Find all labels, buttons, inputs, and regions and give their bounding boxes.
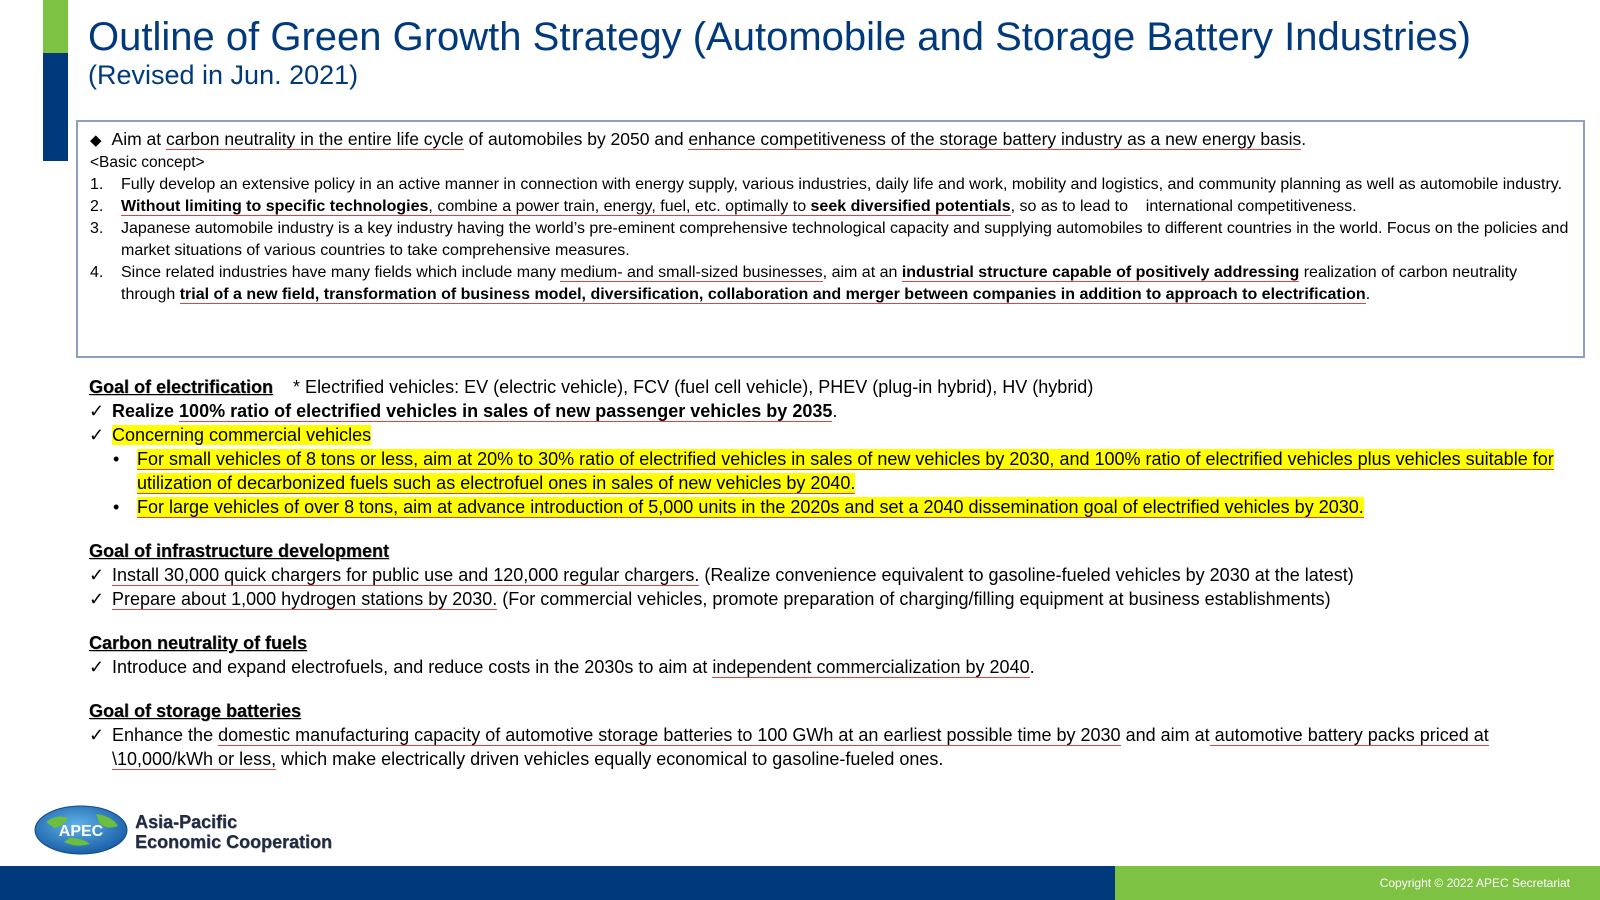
section-heading: Carbon neutrality of fuels	[89, 633, 308, 653]
diamond-bullet-icon: ◆	[90, 132, 102, 149]
item-text: .	[832, 401, 838, 421]
item-text: , so as to lead to international competitiveness.	[1010, 198, 1357, 215]
aim-text: .	[1301, 129, 1307, 149]
item-text: Japanese automobile industry is a key industry having the world’s pre-eminent comprehensive technological capacity and supplying automobiles to different countries in the world. Focus on the policies and market situations of various countries to take comprehensive measures.	[121, 220, 1569, 259]
highlighted-text: Concerning commercial vehicles	[112, 425, 372, 445]
apec-logo-text	[135, 812, 332, 852]
checklist-item	[89, 399, 1589, 423]
sub-bullet-item	[89, 495, 1589, 519]
item-text: (Realize convenience equivalent to gasoline-fueled vehicles by 2030 at the latest)	[699, 565, 1354, 585]
item-underline: medium- and small-sized businesses	[560, 264, 823, 281]
electrified-vehicles-note: * Electrified vehicles: EV (electric vehicle), FCV (fuel cell vehicle), PHEV (plug-in hybrid), HV (hybrid)	[273, 377, 1094, 397]
check-icon: ✓	[89, 425, 105, 445]
logo-line-1: Asia-Pacific	[135, 812, 238, 832]
bullet-icon: •	[113, 497, 120, 517]
logo-line-2: Economic Cooperation	[135, 832, 333, 852]
item-underline: Without limiting to specific technologies, combine a power train, energy, fuel, etc. optimally to seek diversified potentials	[121, 198, 1011, 215]
item-text: realization of carbon neutrality through	[121, 264, 1518, 303]
concept-item-3	[90, 218, 1571, 262]
aim-text: of automobiles by 2050 and	[463, 129, 689, 149]
item-text: Introduce and expand electrofuels, and reduce costs in the 2030s to aim at	[112, 657, 713, 677]
sub-bullet-item	[89, 447, 1589, 495]
item-text: .	[1365, 286, 1371, 303]
item-underline: independent commercialization by 2040	[712, 657, 1030, 677]
item-text: Enhance the	[112, 725, 219, 745]
item-text: Fully develop an extensive policy in an active manner in connection with energy supply, various industries, daily life and work, mobility and logistics, and community planning as well as automobile industry.	[121, 176, 1563, 193]
basic-concept-box	[76, 120, 1585, 358]
item-text: Realize	[112, 401, 180, 421]
check-icon: ✓	[89, 589, 105, 609]
basic-concept-list	[90, 174, 1571, 306]
section-heading: Goal of infrastructure development	[89, 541, 390, 561]
item-underline: Install 30,000 quick chargers for public use and 120,000 regular chargers.	[112, 565, 700, 585]
item-number: 1.	[90, 176, 104, 193]
checklist-item	[89, 723, 1589, 771]
item-underline-bold: trial of a new field, transformation of business model, diversification, collaboration and merger between companies in addition to approach to electrification	[179, 286, 1366, 303]
highlighted-underlined-text: For small vehicles of 8 tons or less, aim at 20% to 30% ratio of electrified vehicles in sales of new vehicles by 2030, and 100% ratio of electrified vehicles plus vehicles suitable for utilization of decarbonized fuels such as electrofuel ones in sales of new vehicles by 2040.	[137, 449, 1554, 493]
bullet-icon: •	[113, 449, 120, 469]
highlighted-underlined-text: For large vehicles of over 8 tons, aim at advance introduction of 5,000 units in the 2020s and set a 2040 dissemination goal of electrified vehicles by 2030.	[137, 497, 1364, 517]
aim-text: Aim at	[111, 129, 167, 149]
checklist-item	[89, 423, 1589, 447]
check-icon: ✓	[89, 657, 105, 677]
item-number: 2.	[90, 198, 104, 215]
basic-concept-label: <Basic concept>	[90, 154, 205, 171]
section-heading: Goal of electrification	[89, 377, 274, 397]
item-text: Since related industries have many fields which include many	[121, 264, 561, 281]
check-icon: ✓	[89, 401, 105, 421]
accent-bar-blue	[43, 53, 68, 161]
aim-statement	[90, 128, 1571, 152]
apec-badge-text: APEC	[58, 823, 104, 840]
item-underline-bold: 100% ratio of electrified vehicles in sales of new passenger vehicles by 2035	[179, 401, 833, 421]
checklist-item	[89, 563, 1589, 587]
concept-item-1	[90, 174, 1571, 196]
title-main: Outline of Green Growth Strategy (Automobile and Storage Battery Industries)	[88, 15, 1471, 59]
aim-underline-2: enhance competitiveness of the storage battery industry as a new energy basis	[688, 129, 1302, 149]
item-text: .	[1029, 657, 1035, 677]
check-icon: ✓	[89, 725, 105, 745]
item-text: which make electrically driven vehicles equally economical to gasoline-fueled ones.	[276, 749, 944, 769]
item-number: 3.	[90, 220, 104, 237]
item-text: and aim at	[1120, 725, 1210, 745]
item-underline: automotive battery packs priced at \10,000/kWh or less,	[112, 725, 1489, 769]
concept-item-2	[90, 196, 1571, 218]
item-text: , aim at an	[822, 264, 902, 281]
accent-bar-green	[43, 0, 68, 53]
copyright-text: Copyright © 2022 APEC Secretariat	[1379, 876, 1570, 890]
checklist-item	[89, 587, 1589, 611]
item-number: 4.	[90, 264, 104, 281]
footer-bar-blue	[0, 866, 1115, 900]
title-subtitle: (Revised in Jun. 2021)	[88, 60, 359, 90]
section-heading: Goal of storage batteries	[89, 701, 302, 721]
item-text: (For commercial vehicles, promote preparation of charging/filling equipment at business establishments)	[497, 589, 1331, 609]
item-underline-bold: industrial structure capable of positively addressing	[901, 264, 1300, 281]
concept-item-4	[90, 262, 1571, 306]
aim-underline-1: carbon neutrality in the entire life cycle	[166, 129, 464, 149]
electrification-heading-row	[89, 375, 1589, 399]
checklist-item	[89, 655, 1589, 679]
item-underline: domestic manufacturing capacity of automotive storage batteries to 100 GWh at an earliest possible time by 2030	[218, 725, 1121, 745]
check-icon: ✓	[89, 565, 105, 585]
item-underline: Prepare about 1,000 hydrogen stations by 2030.	[112, 589, 498, 609]
page-title	[88, 14, 1588, 90]
goals-section	[89, 375, 1589, 771]
